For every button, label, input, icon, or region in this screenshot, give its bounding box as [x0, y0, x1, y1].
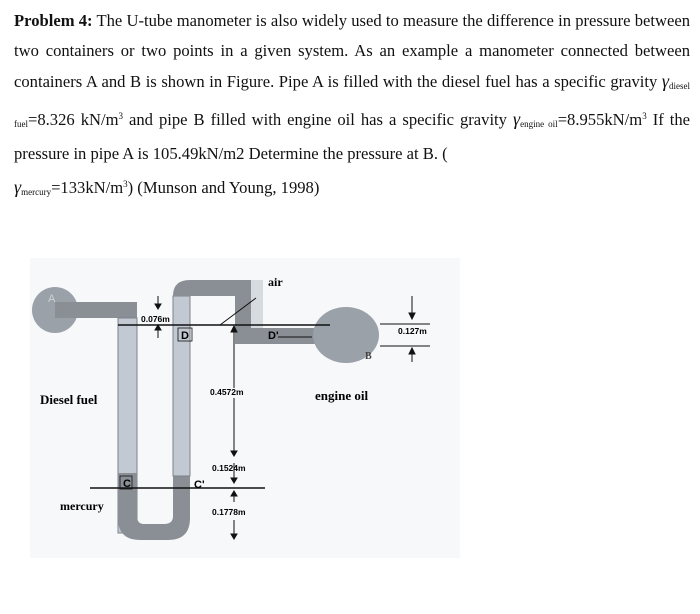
mercury-value: =133kN/m — [51, 178, 124, 197]
air-column — [251, 280, 263, 328]
label-air: air — [268, 275, 283, 289]
engine-subscript: engine oil — [520, 119, 558, 129]
right-leg — [173, 296, 190, 476]
label-d-prime: D' — [268, 330, 279, 342]
label-b: B — [365, 351, 372, 362]
problem-text — [14, 6, 690, 207]
label-a: A — [48, 293, 56, 305]
manometer-figure — [30, 258, 460, 558]
gamma-symbol-diesel: γ — [661, 71, 669, 91]
gamma-symbol-mercury: γ — [14, 177, 22, 197]
diesel-value: =8.326 kN/m — [28, 110, 119, 129]
dim-0-127: 0.127m — [398, 326, 427, 336]
label-c: C — [123, 478, 131, 490]
gamma-symbol-engine: γ — [512, 109, 521, 129]
problem-sentence-2: and pipe B filled with engine oil has a specific gravity — [123, 110, 513, 129]
mercury-subscript: mercury — [21, 187, 52, 197]
label-mercury: mercury — [60, 499, 104, 513]
diesel-subscript: diesel fuel — [14, 81, 690, 129]
dim-0-1778: 0.1778m — [212, 507, 246, 517]
problem-sentence-1: The U-tube manometer is also widely used to measure the difference in pressure between two containers or two points in a given system. As an example a manometer connected between containers A and B is shown in Figure. Pipe A is filled with the diesel fuel has a specific gravity — [14, 11, 690, 91]
label-d: D — [181, 330, 189, 342]
problem-sentence-3: If the pressure in pipe A is 105.49kN/m2 Determine the pressure at B. ( — [14, 110, 691, 163]
superscript-3: 3 — [118, 111, 123, 121]
label-engine-oil: engine oil — [315, 388, 369, 403]
label-diesel-fuel: Diesel fuel — [40, 392, 98, 407]
problem-heading: Problem 4: — [14, 11, 93, 30]
pipe-a-horizontal — [55, 302, 137, 318]
dim-0-076: 0.076m — [141, 314, 170, 324]
label-c-prime: C' — [194, 479, 205, 491]
problem-sentence-4: ) (Munson and Young, 1998) — [127, 178, 320, 197]
engine-value: =8.955kN/m — [557, 110, 643, 129]
superscript-3: 3 — [642, 111, 647, 121]
dim-0-4572: 0.4572m — [210, 387, 244, 397]
dim-0-1524: 0.1524m — [212, 463, 246, 473]
superscript-3: 3 — [123, 179, 128, 189]
